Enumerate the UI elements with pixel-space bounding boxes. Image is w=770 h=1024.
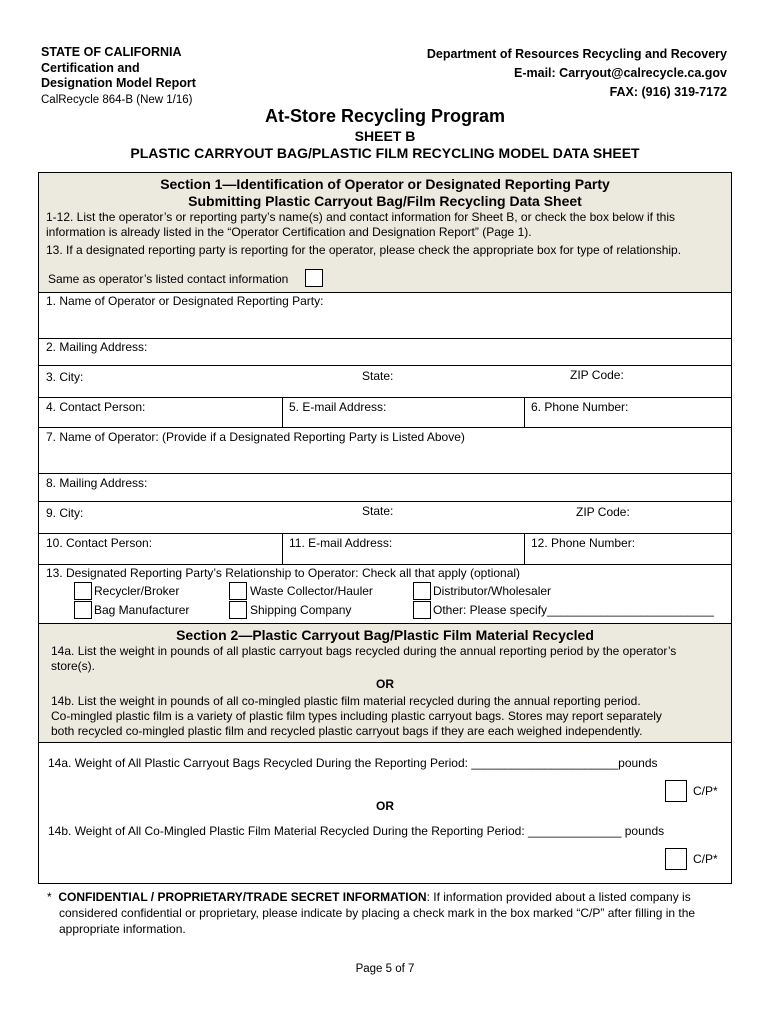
- section2-or: OR: [376, 677, 394, 691]
- field1-label: 1. Name of Operator or Designated Reporting Party:: [46, 294, 324, 308]
- field5-label: 5. E-mail Address:: [289, 400, 387, 414]
- weight-14a-label[interactable]: 14a. Weight of All Plastic Carryout Bags Recycled During the Reporting Period: ______________________pounds: [48, 756, 658, 770]
- field9-zip: ZIP Code:: [576, 505, 630, 519]
- divider: [39, 473, 731, 474]
- divider: [524, 397, 525, 427]
- section1-instr-1: 1-12. List the operator’s or reporting party’s name(s) and contact information for Sheet B, or check the box below if this: [46, 210, 675, 224]
- field11-label: 11. E-mail Address:: [289, 536, 393, 550]
- department-name: Department of Resources Recycling and Recovery: [426, 47, 727, 61]
- weight-14b-label[interactable]: 14b. Weight of All Co-Mingled Plastic Film Material Recycled During the Reporting Period: ______________ pounds: [48, 824, 665, 838]
- section2-14b-2: Co-mingled plastic film is a variety of plastic film types including plastic carryout bags. Stores may report separately: [51, 709, 662, 723]
- field12-label: 12. Phone Number:: [531, 536, 636, 550]
- cp-14b-checkbox[interactable]: [665, 848, 687, 870]
- section2-14a-2: store(s).: [51, 659, 96, 673]
- page-number: Page 5 of 7: [355, 963, 415, 975]
- field3-zip: ZIP Code:: [570, 368, 624, 382]
- or-separator: OR: [376, 799, 394, 813]
- recycler-checkbox[interactable]: [74, 582, 92, 600]
- field3-city: 3. City:: [46, 370, 84, 384]
- note-line3: appropriate information.: [59, 922, 186, 936]
- divider: [39, 742, 731, 743]
- section2-14b-1: 14b. List the weight in pounds of all co-mingled plastic film material recycled during the annual reporting period.: [51, 694, 641, 708]
- waste-collector-label: Waste Collector/Hauler: [250, 584, 373, 598]
- bag-manufacturer-label: Bag Manufacturer: [94, 603, 190, 617]
- program-title: At-Store Recycling Program: [264, 106, 506, 126]
- same-as-checkbox[interactable]: [305, 269, 323, 287]
- field3-state: State:: [362, 369, 394, 383]
- form-container: [38, 172, 732, 884]
- header-left: [41, 45, 196, 108]
- divider: [39, 397, 731, 398]
- section1-heading-1: Section 1—Identification of Operator or Designated Reporting Party: [160, 176, 610, 192]
- recycler-label: Recycler/Broker: [94, 584, 180, 598]
- sheet-title: SHEET B: [354, 128, 416, 144]
- other-label[interactable]: Other: Please specify_________________________: [433, 603, 714, 617]
- sheet-subtitle: PLASTIC CARRYOUT BAG/PLASTIC FILM RECYCLING MODEL DATA SHEET: [130, 145, 640, 161]
- note-bold: CONFIDENTIAL / PROPRIETARY/TRADE SECRET INFORMATION: [58, 890, 427, 904]
- field8-label: 8. Mailing Address:: [46, 476, 148, 490]
- field6-label: 6. Phone Number:: [531, 400, 629, 414]
- divider: [39, 338, 731, 339]
- contact-fax: FAX: (916) 319-7172: [609, 85, 727, 99]
- section2-14a-1: 14a. List the weight in pounds of all plastic carryout bags recycled during the annual reporting period by the operator’s: [51, 644, 677, 658]
- state-label: STATE OF CALIFORNIA: [41, 45, 182, 59]
- section1-instr-13: 13. If a designated reporting party is reporting for the operator, please check the appropriate box for type of relationship.: [46, 243, 682, 257]
- header-right: [427, 45, 727, 102]
- cp-14a-checkbox[interactable]: [665, 780, 687, 802]
- same-as-label: Same as operator’s listed contact information: [48, 272, 289, 286]
- divider: [39, 427, 731, 428]
- contact-email[interactable]: E-mail: Carryout@calrecycle.ca.gov: [514, 66, 727, 80]
- divider: [39, 365, 731, 366]
- bag-manufacturer-checkbox[interactable]: [74, 601, 92, 619]
- shipping-checkbox[interactable]: [229, 601, 247, 619]
- distributor-label: Distributor/Wholesaler: [433, 584, 552, 598]
- divider: [39, 501, 731, 502]
- cert-label-2: Designation Model Report: [41, 76, 196, 90]
- divider: [39, 564, 731, 565]
- section2-14b-3: both recycled co-mingled plastic film and recycled plastic carryout bags if they are each weighed independently.: [51, 724, 643, 738]
- waste-collector-checkbox[interactable]: [229, 582, 247, 600]
- divider: [524, 533, 525, 564]
- field10-label: 10. Contact Person:: [46, 536, 153, 550]
- cp-14b-label: C/P*: [693, 852, 718, 866]
- section2-heading: Section 2—Plastic Carryout Bag/Plastic Film Material Recycled: [176, 627, 594, 643]
- field9-state: State:: [362, 504, 394, 518]
- field13-label: 13. Designated Reporting Party’s Relationship to Operator: Check all that apply (optional): [46, 566, 521, 580]
- section1-heading-2: Submitting Plastic Carryout Bag/Film Recycling Data Sheet: [188, 193, 582, 209]
- distributor-checkbox[interactable]: [413, 582, 431, 600]
- divider: [282, 397, 283, 427]
- cert-label-1: Certification and: [41, 60, 140, 75]
- other-checkbox[interactable]: [413, 601, 431, 619]
- section1-instr-2: information is already listed in the “Operator Certification and Designation Report” (Page 1).: [46, 225, 532, 239]
- confidential-note: [47, 889, 737, 937]
- note-line1: : If information provided about a listed company is: [426, 890, 691, 904]
- field9-city: 9. City:: [46, 506, 84, 520]
- field7-label: 7. Name of Operator: (Provide if a Designated Reporting Party is Listed Above): [46, 430, 465, 444]
- divider: [39, 292, 731, 293]
- form-number: CalRecycle 864-B (New 1/16): [41, 93, 193, 106]
- divider: [39, 533, 731, 534]
- note-line2: considered confidential or proprietary, please indicate by placing a check mark in the box marked “C/P” after filling in the: [59, 906, 696, 920]
- field2-label: 2. Mailing Address:: [46, 340, 148, 354]
- shipping-label: Shipping Company: [250, 603, 352, 617]
- field4-label: 4. Contact Person:: [46, 400, 146, 414]
- divider: [282, 533, 283, 564]
- cp-14a-label: C/P*: [693, 784, 718, 798]
- note-star: *: [47, 890, 52, 904]
